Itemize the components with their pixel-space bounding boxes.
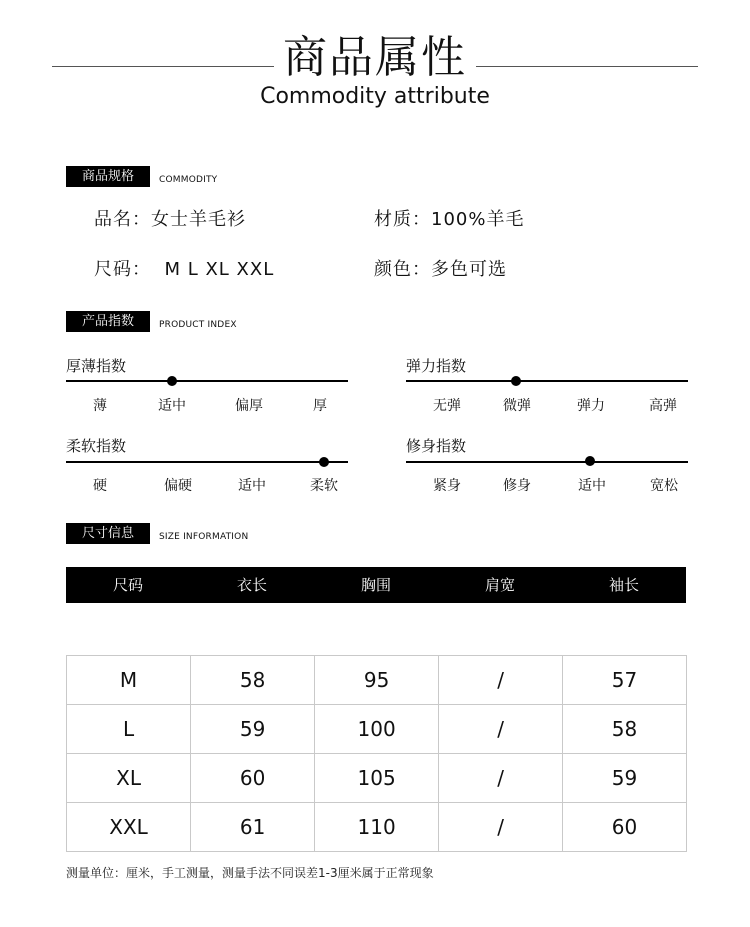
table-cell: / <box>439 754 563 803</box>
table-row <box>67 705 687 754</box>
thickness-label: 薄 <box>93 398 107 414</box>
table-cell: / <box>439 705 563 754</box>
table-cell: 100 <box>315 705 439 754</box>
table-cell: / <box>439 656 563 705</box>
fit-index-bar <box>406 461 688 463</box>
thickness-label: 适中 <box>158 398 186 414</box>
size-table <box>66 655 687 852</box>
elasticity-label: 微弹 <box>503 398 531 414</box>
elasticity-label: 无弹 <box>433 398 461 414</box>
product-name: 品名：女士羊毛衫 <box>94 209 246 230</box>
product-material: 材质：100%羊毛 <box>374 209 525 230</box>
table-cell: L <box>67 705 191 754</box>
header-length: 衣长 <box>236 576 267 594</box>
elasticity-index-title: 弹力指数 <box>406 357 467 375</box>
softness-label: 适中 <box>238 478 266 494</box>
table-cell: 58 <box>191 656 315 705</box>
fit-label: 适中 <box>578 478 606 494</box>
table-cell: 60 <box>562 803 686 852</box>
table-row <box>67 656 687 705</box>
thickness-index-title: 厚薄指数 <box>66 357 127 375</box>
elasticity-index-bar <box>406 380 688 382</box>
table-cell: XXL <box>67 803 191 852</box>
softness-index-bar <box>66 461 348 463</box>
fit-label: 修身 <box>503 478 531 494</box>
table-cell: 95 <box>315 656 439 705</box>
table-cell: 57 <box>562 656 686 705</box>
table-cell: 110 <box>315 803 439 852</box>
size-table-header <box>66 567 686 603</box>
table-cell: M <box>67 656 191 705</box>
commodity-tag: 商品规格 <box>66 166 150 187</box>
page-title: 商品属性 <box>283 32 467 83</box>
commodity-tag-en: COMMODITY <box>159 175 218 185</box>
product-color: 颜色：多色可选 <box>374 259 507 280</box>
elasticity-index-marker <box>511 376 521 386</box>
table-cell: 59 <box>562 754 686 803</box>
table-cell: 58 <box>562 705 686 754</box>
softness-label: 偏硬 <box>164 478 192 494</box>
elasticity-label: 弹力 <box>577 398 605 414</box>
header-bust: 胸围 <box>360 576 391 594</box>
table-cell: XL <box>67 754 191 803</box>
size-info-tag-en: SIZE INFORMATION <box>159 532 249 542</box>
page-subtitle: Commodity attribute <box>260 84 490 109</box>
softness-label: 柔软 <box>310 478 338 494</box>
thickness-index-marker <box>167 376 177 386</box>
softness-label: 硬 <box>93 478 107 494</box>
measurement-note: 测量单位：厘米，手工测量，测量手法不同误差1-3厘米属于正常现象 <box>66 866 434 880</box>
elasticity-label: 高弹 <box>649 398 677 414</box>
table-cell: / <box>439 803 563 852</box>
thickness-index-bar <box>66 380 348 382</box>
thickness-label: 偏厚 <box>235 398 263 414</box>
header-size: 尺码 <box>112 576 143 594</box>
size-info-tag: 尺寸信息 <box>66 523 150 544</box>
fit-label: 紧身 <box>433 478 461 494</box>
table-row <box>67 803 687 852</box>
softness-index-title: 柔软指数 <box>66 437 127 455</box>
table-row <box>67 754 687 803</box>
fit-index-title: 修身指数 <box>406 437 467 455</box>
product-index-tag: 产品指数 <box>66 311 150 332</box>
product-size: 尺码： M L XL XXL <box>94 259 275 280</box>
thickness-label: 厚 <box>313 398 327 414</box>
header-sleeve: 袖长 <box>608 576 639 594</box>
softness-index-marker <box>319 457 329 467</box>
table-cell: 105 <box>315 754 439 803</box>
table-cell: 59 <box>191 705 315 754</box>
header-shoulder: 肩宽 <box>484 576 515 594</box>
table-cell: 61 <box>191 803 315 852</box>
fit-index-marker <box>585 456 595 466</box>
fit-label: 宽松 <box>650 478 678 494</box>
product-index-tag-en: PRODUCT INDEX <box>159 320 237 330</box>
table-cell: 60 <box>191 754 315 803</box>
